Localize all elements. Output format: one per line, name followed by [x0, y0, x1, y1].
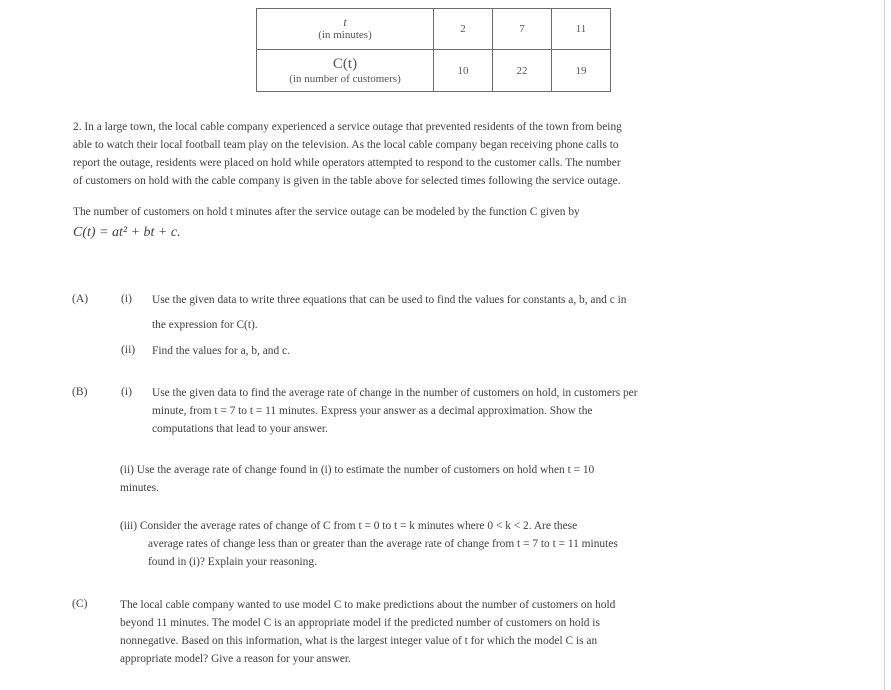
intro-line: report the outage, residents were placed on hold while operators attempted to respond to the customer calls. The number	[73, 157, 621, 169]
table-cell: 7	[493, 9, 552, 50]
part-b-ii-text: minutes.	[120, 482, 159, 494]
table-cell: 11	[552, 9, 611, 50]
customers-function: C(t)	[332, 56, 358, 72]
time-variable: t	[343, 15, 347, 29]
customers-unit: (in number of customers)	[289, 73, 401, 85]
data-table	[256, 8, 611, 92]
part-b-i-text: minute, from t = 7 to t = 11 minutes. Express your answer as a decimal approximation. Show the	[152, 405, 593, 417]
part-b-label: (B)	[72, 385, 88, 398]
table-cell: 22	[493, 50, 552, 92]
intro-line: able to watch their local football team play on the television. As the local cable company began receiving phone calls to	[73, 139, 619, 151]
part-c-text: beyond 11 minutes. The model C is an appropriate model if the predicted number of customers on hold is	[120, 617, 600, 629]
part-b-iii-text: (iii) Consider the average rates of change of C from t = 0 to t = k minutes where 0 < k < 2. Are these	[120, 520, 578, 532]
time-unit: (in minutes)	[318, 29, 372, 41]
table-row	[257, 9, 611, 50]
intro-line: of customers on hold with the cable company is given in the table above for selected times following the service outage.	[73, 175, 621, 187]
part-a-i-text: the expression for C(t).	[152, 319, 258, 331]
part-b-i-label: (i)	[121, 385, 132, 398]
part-c-text: appropriate model? Give a reason for your answer.	[120, 653, 351, 665]
table-row	[257, 50, 611, 92]
table-cell: 10	[434, 50, 493, 92]
part-b-iii-text: found in (i)? Explain your reasoning.	[148, 556, 317, 568]
time-header-cell	[257, 9, 434, 50]
part-a-label: (A)	[72, 292, 89, 305]
table-cell: 2	[434, 9, 493, 50]
part-a-ii-text: Find the values for a, b, and c.	[152, 345, 290, 357]
part-b-i-text: computations that lead to your answer.	[152, 423, 328, 435]
part-b-i-text: Use the given data to find the average rate of change in the number of customers on hold, in customers per	[152, 387, 638, 399]
part-c-text: The local cable company wanted to use model C to make predictions about the number of customers on hold	[120, 599, 616, 611]
part-c-label: (C)	[72, 597, 88, 610]
part-b-ii-text: (ii) Use the average rate of change found in (i) to estimate the number of customers on hold when t = 10	[120, 464, 595, 476]
table-cell: 19	[552, 50, 611, 92]
model-description: The number of customers on hold t minutes after the service outage can be modeled by the function C given by	[73, 206, 580, 218]
part-a-i-text: Use the given data to write three equations that can be used to find the values for constants a, b, and c in	[152, 294, 627, 306]
customers-header-cell	[257, 50, 434, 92]
part-a-ii-label: (ii)	[121, 343, 136, 356]
part-c-text: nonnegative. Based on this information, what is the largest integer value of t for which the model C is an	[120, 635, 598, 647]
model-formula: C(t) = at² + bt + c.	[73, 225, 181, 240]
part-a-i-label: (i)	[121, 292, 132, 305]
intro-line: 2. In a large town, the local cable company experienced a service outage that prevented residents of the town from being	[73, 121, 622, 133]
part-b-iii-text: average rates of change less than or greater than the average rate of change from t = 7 to t = 11 minutes	[148, 538, 618, 550]
